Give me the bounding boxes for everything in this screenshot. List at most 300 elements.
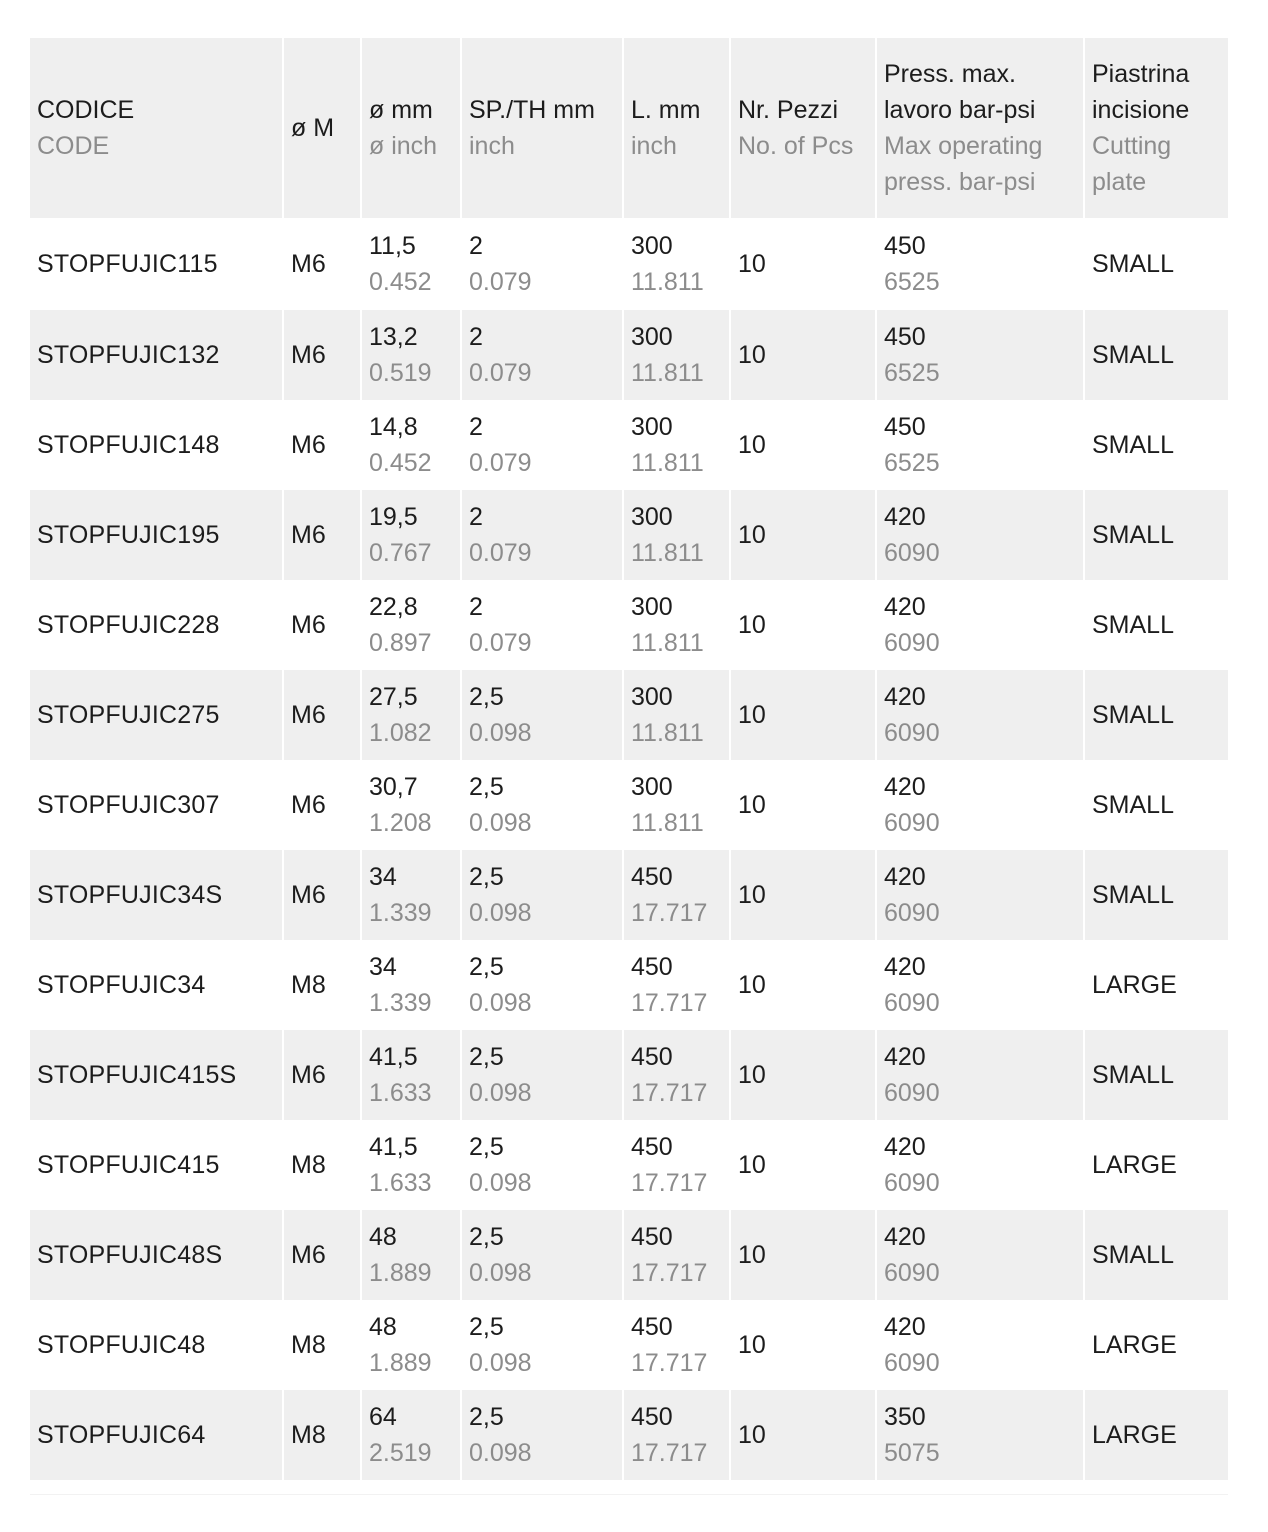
cell-diameter-inch: 1.208 [369, 809, 432, 837]
table-cell [877, 580, 1083, 670]
table-row [30, 400, 1228, 490]
header-plate-label-2: incisione [1092, 96, 1190, 124]
cell-length-inch: 11.811 [631, 359, 704, 387]
cell-code: STOPFUJIC34 [37, 971, 206, 999]
cell-diameter-inch: 1.082 [369, 719, 432, 747]
table-cell [877, 850, 1083, 940]
cell-thread: M6 [291, 341, 326, 369]
cell-length-mm: 300 [631, 683, 673, 711]
cell-pressure-bar: 420 [884, 1043, 926, 1071]
table-cell [284, 1210, 360, 1300]
table-cell [284, 670, 360, 760]
table-cell [624, 1390, 729, 1480]
table-cell [731, 490, 875, 580]
cell-thickness-mm: 2,5 [469, 863, 504, 891]
cell-length-mm: 450 [631, 1133, 673, 1161]
cell-plate: LARGE [1092, 971, 1177, 999]
cell-diameter-mm: 34 [369, 863, 397, 891]
table-cell [1085, 1120, 1228, 1210]
cell-length-inch: 11.811 [631, 539, 704, 567]
cell-code: STOPFUJIC275 [37, 701, 220, 729]
cell-pressure-bar: 420 [884, 1133, 926, 1161]
cell-plate: SMALL [1092, 1241, 1174, 1269]
table-cell [1085, 400, 1228, 490]
cell-diameter-mm: 13,2 [369, 323, 418, 351]
cell-pressure-psi: 6090 [884, 899, 940, 927]
table-cell [30, 940, 282, 1030]
cell-diameter-mm: 19,5 [369, 503, 418, 531]
table-cell [1085, 850, 1228, 940]
cell-thread: M6 [291, 1241, 326, 1269]
table-row [30, 940, 1228, 1030]
table-cell [731, 1120, 875, 1210]
cell-thread: M6 [291, 521, 326, 549]
cell-code: STOPFUJIC415S [37, 1061, 237, 1089]
cell-thread: M8 [291, 1151, 326, 1179]
cell-pieces: 10 [738, 1421, 766, 1449]
cell-diameter-mm: 34 [369, 953, 397, 981]
header-plate-sublabel: Cutting [1092, 132, 1172, 160]
cell-pieces: 10 [738, 1331, 766, 1359]
table-row [30, 490, 1228, 580]
cell-diameter-mm: 27,5 [369, 683, 418, 711]
cell-pieces: 10 [738, 1061, 766, 1089]
cell-length-mm: 450 [631, 1403, 673, 1431]
cell-length-mm: 300 [631, 413, 673, 441]
cell-pressure-bar: 420 [884, 863, 926, 891]
header-code-label: CODICE [37, 96, 135, 124]
cell-thickness-inch: 0.098 [469, 1259, 532, 1287]
cell-diameter-mm: 41,5 [369, 1043, 418, 1071]
table-cell [624, 1120, 729, 1210]
table-cell [362, 400, 460, 490]
table-cell [462, 670, 622, 760]
cell-length-inch: 17.717 [631, 1349, 708, 1377]
cell-diameter-mm: 64 [369, 1403, 397, 1431]
cell-pieces: 10 [738, 431, 766, 459]
cell-length-mm: 450 [631, 863, 673, 891]
cell-length-mm: 300 [631, 773, 673, 801]
table-cell [877, 1390, 1083, 1480]
cell-code: STOPFUJIC148 [37, 431, 220, 459]
cell-plate: LARGE [1092, 1151, 1177, 1179]
cell-pressure-psi: 6090 [884, 539, 940, 567]
table-cell [462, 850, 622, 940]
table-cell [362, 940, 460, 1030]
cell-plate: SMALL [1092, 250, 1174, 278]
header-diameter [362, 38, 460, 218]
cell-plate: SMALL [1092, 431, 1174, 459]
table-cell [30, 400, 282, 490]
table-cell [462, 1300, 622, 1390]
cell-plate: SMALL [1092, 611, 1174, 639]
cell-pressure-psi: 6525 [884, 359, 940, 387]
cell-diameter-inch: 1.339 [369, 989, 432, 1017]
cell-thread: M6 [291, 881, 326, 909]
header-length [624, 38, 729, 218]
cell-pressure-psi: 6090 [884, 719, 940, 747]
cell-thickness-inch: 0.079 [469, 449, 532, 477]
header-pieces-sublabel: No. of Pcs [738, 132, 854, 160]
table-cell [1085, 940, 1228, 1030]
cell-pressure-bar: 450 [884, 323, 926, 351]
table-row [30, 580, 1228, 670]
table-cell [284, 490, 360, 580]
table-cell [362, 1390, 460, 1480]
table-cell [362, 218, 460, 310]
cell-length-mm: 300 [631, 323, 673, 351]
cell-thickness-mm: 2 [469, 503, 483, 531]
cell-pressure-psi: 5075 [884, 1439, 940, 1467]
table-cell [362, 850, 460, 940]
header-pressure [877, 38, 1083, 218]
cell-code: STOPFUJIC48S [37, 1241, 223, 1269]
cell-thickness-inch: 0.098 [469, 1169, 532, 1197]
cell-diameter-inch: 0.452 [369, 449, 432, 477]
cell-thickness-mm: 2,5 [469, 1133, 504, 1161]
cell-thickness-inch: 0.098 [469, 809, 532, 837]
cell-plate: LARGE [1092, 1331, 1177, 1359]
cell-diameter-mm: 11,5 [369, 232, 416, 260]
cell-code: STOPFUJIC132 [37, 341, 220, 369]
cell-thickness-inch: 0.079 [469, 268, 532, 296]
header-length-label: L. mm [631, 96, 701, 124]
table-cell [462, 580, 622, 670]
cell-pieces: 10 [738, 791, 766, 819]
cell-length-mm: 450 [631, 1043, 673, 1071]
cell-diameter-inch: 1.633 [369, 1169, 432, 1197]
table-row [30, 218, 1228, 310]
table-cell [877, 1120, 1083, 1210]
table-cell [362, 1210, 460, 1300]
table-cell [284, 1030, 360, 1120]
table-cell [462, 310, 622, 400]
table-cell [30, 310, 282, 400]
table-cell [877, 940, 1083, 1030]
cell-thickness-mm: 2,5 [469, 683, 504, 711]
header-thickness [462, 38, 622, 218]
table-cell [30, 490, 282, 580]
cell-length-mm: 450 [631, 1223, 673, 1251]
table-bottom-divider [30, 1494, 1228, 1495]
cell-code: STOPFUJIC228 [37, 611, 220, 639]
table-cell [30, 1030, 282, 1120]
table-cell [731, 760, 875, 850]
header-pressure-label: Press. max. [884, 60, 1016, 88]
table-cell [362, 760, 460, 850]
table-cell [362, 1300, 460, 1390]
cell-diameter-inch: 1.889 [369, 1349, 432, 1377]
table-cell [284, 218, 360, 310]
cell-pressure-bar: 420 [884, 503, 926, 531]
table-cell [877, 400, 1083, 490]
table-cell [1085, 1300, 1228, 1390]
header-length-sublabel: inch [631, 132, 677, 160]
table-cell [624, 400, 729, 490]
table-row [30, 1120, 1228, 1210]
table-cell [362, 490, 460, 580]
cell-length-mm: 450 [631, 1313, 673, 1341]
cell-pieces: 10 [738, 521, 766, 549]
table-cell [1085, 1030, 1228, 1120]
table-cell [30, 670, 282, 760]
table-cell [877, 670, 1083, 760]
header-thickness-sublabel: inch [469, 132, 515, 160]
table-cell [624, 310, 729, 400]
cell-diameter-mm: 30,7 [369, 773, 418, 801]
table-cell [731, 218, 875, 310]
table-cell [362, 580, 460, 670]
cell-pressure-psi: 6525 [884, 268, 940, 296]
cell-thickness-inch: 0.098 [469, 1439, 532, 1467]
table-cell [284, 1120, 360, 1210]
product-spec-table [28, 38, 1230, 1480]
cell-pieces: 10 [738, 971, 766, 999]
table-cell [731, 1390, 875, 1480]
table-cell [731, 400, 875, 490]
cell-code: STOPFUJIC64 [37, 1421, 206, 1449]
cell-diameter-inch: 0.897 [369, 629, 432, 657]
table-cell [1085, 490, 1228, 580]
cell-length-mm: 300 [631, 503, 673, 531]
cell-length-inch: 17.717 [631, 1169, 708, 1197]
cell-thickness-mm: 2 [469, 413, 483, 441]
table-cell [362, 310, 460, 400]
cell-thickness-mm: 2 [469, 593, 483, 621]
cell-length-inch: 17.717 [631, 989, 708, 1017]
table-cell [30, 1120, 282, 1210]
table-cell [284, 1300, 360, 1390]
cell-code: STOPFUJIC195 [37, 521, 220, 549]
table-cell [462, 400, 622, 490]
cell-length-inch: 11.811 [631, 719, 704, 747]
header-code [30, 38, 282, 218]
table-row [30, 1210, 1228, 1300]
cell-thread: M8 [291, 971, 326, 999]
table-cell [462, 1030, 622, 1120]
table-cell [284, 580, 360, 670]
cell-pressure-bar: 450 [884, 413, 926, 441]
cell-thickness-inch: 0.079 [469, 629, 532, 657]
cell-length-mm: 300 [631, 232, 673, 260]
cell-length-inch: 11.811 [631, 809, 704, 837]
table-cell [30, 1300, 282, 1390]
cell-pressure-psi: 6090 [884, 1259, 940, 1287]
cell-thickness-mm: 2,5 [469, 1403, 504, 1431]
table-cell [362, 670, 460, 760]
table-cell [462, 760, 622, 850]
cell-thread: M6 [291, 250, 326, 278]
cell-thickness-mm: 2,5 [469, 953, 504, 981]
table-cell [284, 310, 360, 400]
table-cell [462, 940, 622, 1030]
cell-length-inch: 17.717 [631, 1259, 708, 1287]
cell-diameter-inch: 0.519 [369, 359, 432, 387]
cell-diameter-inch: 1.633 [369, 1079, 432, 1107]
table-cell [624, 760, 729, 850]
table-cell [30, 1210, 282, 1300]
table-cell [30, 580, 282, 670]
table-body [30, 218, 1228, 1480]
header-pieces-label: Nr. Pezzi [738, 96, 839, 124]
header-thickness-label: SP./TH mm [469, 96, 595, 124]
cell-thread: M6 [291, 1061, 326, 1089]
cell-length-inch: 17.717 [631, 1439, 708, 1467]
cell-plate: SMALL [1092, 1061, 1174, 1089]
cell-diameter-inch: 1.889 [369, 1259, 432, 1287]
table-cell [362, 1120, 460, 1210]
cell-thickness-mm: 2,5 [469, 1223, 504, 1251]
cell-pressure-bar: 420 [884, 773, 926, 801]
cell-pressure-psi: 6090 [884, 1349, 940, 1377]
cell-pressure-psi: 6090 [884, 989, 940, 1017]
table-row [30, 850, 1228, 940]
table-row [30, 670, 1228, 760]
cell-pressure-bar: 420 [884, 593, 926, 621]
table-cell [30, 760, 282, 850]
table-cell [877, 490, 1083, 580]
cell-plate: SMALL [1092, 791, 1174, 819]
cell-pressure-bar: 350 [884, 1403, 926, 1431]
cell-plate: LARGE [1092, 1421, 1177, 1449]
table-cell [624, 940, 729, 1030]
header-plate-label: Piastrina [1092, 60, 1190, 88]
cell-thickness-mm: 2,5 [469, 1313, 504, 1341]
cell-thickness-mm: 2,5 [469, 773, 504, 801]
table-cell [1085, 580, 1228, 670]
cell-pressure-psi: 6090 [884, 809, 940, 837]
cell-length-inch: 11.811 [631, 629, 704, 657]
cell-pressure-psi: 6090 [884, 629, 940, 657]
header-diameter-label: ø mm [369, 96, 433, 124]
table-row [30, 1300, 1228, 1390]
table-cell [284, 850, 360, 940]
header-code-sublabel: CODE [37, 132, 110, 160]
table-cell [284, 400, 360, 490]
cell-diameter-mm: 22,8 [369, 593, 418, 621]
cell-pieces: 10 [738, 341, 766, 369]
cell-thickness-inch: 0.098 [469, 719, 532, 747]
table-cell [624, 850, 729, 940]
cell-code: STOPFUJIC48 [37, 1331, 206, 1359]
cell-thread: M6 [291, 431, 326, 459]
table-cell [1085, 218, 1228, 310]
cell-pieces: 10 [738, 611, 766, 639]
table-cell [624, 218, 729, 310]
table-cell [624, 670, 729, 760]
table-cell [731, 850, 875, 940]
table-cell [30, 1390, 282, 1480]
cell-pieces: 10 [738, 881, 766, 909]
table-cell [877, 218, 1083, 310]
header-thread [284, 38, 360, 218]
table-cell [731, 1210, 875, 1300]
cell-pieces: 10 [738, 1151, 766, 1179]
cell-plate: SMALL [1092, 341, 1174, 369]
table-cell [462, 218, 622, 310]
table-cell [731, 310, 875, 400]
table-cell [731, 1300, 875, 1390]
table-cell [1085, 1390, 1228, 1480]
cell-pressure-psi: 6525 [884, 449, 940, 477]
cell-thread: M6 [291, 611, 326, 639]
table-cell [731, 670, 875, 760]
cell-pressure-bar: 420 [884, 1313, 926, 1341]
cell-pieces: 10 [738, 701, 766, 729]
table-cell [877, 1030, 1083, 1120]
table-cell [731, 940, 875, 1030]
table-row [30, 760, 1228, 850]
cell-code: STOPFUJIC307 [37, 791, 220, 819]
table-cell [1085, 760, 1228, 850]
cell-thread: M8 [291, 1421, 326, 1449]
table-cell [731, 580, 875, 670]
product-table-container [30, 38, 1228, 1480]
cell-thickness-inch: 0.098 [469, 1349, 532, 1377]
table-cell [877, 760, 1083, 850]
table-cell [877, 310, 1083, 400]
cell-pressure-bar: 420 [884, 683, 926, 711]
table-cell [462, 490, 622, 580]
cell-pieces: 10 [738, 250, 766, 278]
table-cell [731, 1030, 875, 1120]
header-thread-label: ø M [291, 114, 335, 142]
table-cell [30, 218, 282, 310]
table-cell [1085, 1210, 1228, 1300]
header-diameter-sublabel: ø inch [369, 132, 438, 160]
table-row [30, 310, 1228, 400]
table-cell [624, 1030, 729, 1120]
cell-diameter-mm: 48 [369, 1313, 397, 1341]
header-plate-sublabel-2: plate [1092, 168, 1147, 196]
table-cell [877, 1210, 1083, 1300]
table-header-row [30, 38, 1228, 218]
table-cell [877, 1300, 1083, 1390]
cell-pressure-bar: 420 [884, 1223, 926, 1251]
table-cell [284, 1390, 360, 1480]
header-pieces [731, 38, 875, 218]
cell-plate: SMALL [1092, 881, 1174, 909]
table-cell [284, 940, 360, 1030]
table-cell [624, 1300, 729, 1390]
cell-code: STOPFUJIC115 [37, 250, 218, 278]
cell-thread: M6 [291, 791, 326, 819]
cell-thickness-inch: 0.079 [469, 539, 532, 567]
cell-thickness-inch: 0.098 [469, 899, 532, 927]
cell-diameter-inch: 0.767 [369, 539, 432, 567]
cell-pieces: 10 [738, 1241, 766, 1269]
table-cell [462, 1120, 622, 1210]
header-pressure-label-2: lavoro bar-psi [884, 96, 1036, 124]
cell-plate: SMALL [1092, 701, 1174, 729]
table-cell [462, 1210, 622, 1300]
table-cell [624, 490, 729, 580]
cell-thickness-mm: 2 [469, 323, 483, 351]
cell-length-mm: 300 [631, 593, 673, 621]
cell-pressure-psi: 6090 [884, 1079, 940, 1107]
table-cell [362, 1030, 460, 1120]
cell-plate: SMALL [1092, 521, 1174, 549]
cell-diameter-inch: 2.519 [369, 1439, 432, 1467]
cell-thread: M8 [291, 1331, 326, 1359]
cell-length-inch: 17.717 [631, 1079, 708, 1107]
cell-pressure-bar: 420 [884, 953, 926, 981]
cell-length-inch: 11.811 [631, 449, 704, 477]
cell-diameter-inch: 0.452 [369, 268, 432, 296]
header-plate [1085, 38, 1228, 218]
table-row [30, 1390, 1228, 1480]
table-cell [462, 1390, 622, 1480]
